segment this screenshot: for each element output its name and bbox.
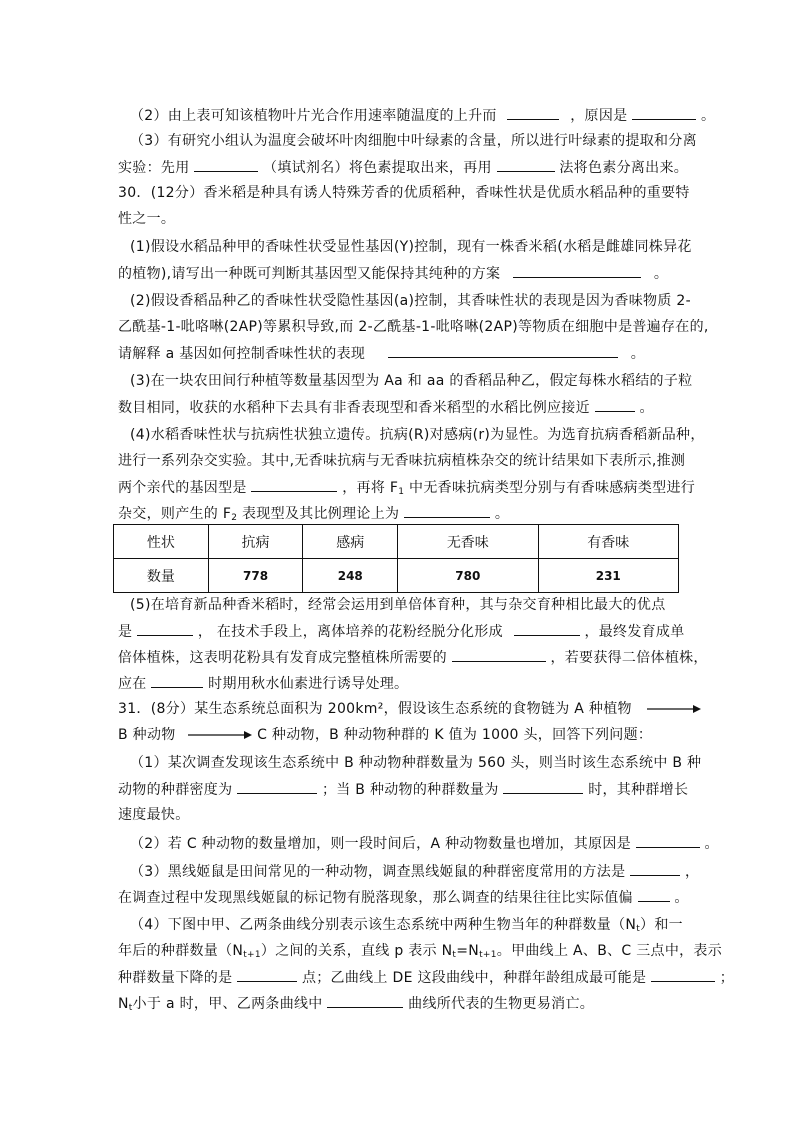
text: (5)在培育新品种香米稻时，经常会运用到单倍体育种，其与杂交育种相比最大的优点	[130, 597, 666, 613]
answer-blank[interactable]	[636, 833, 700, 848]
text: B 种动物	[118, 727, 176, 743]
subscript: t	[128, 1003, 133, 1013]
q30-part2-line3	[118, 343, 645, 364]
trait-count-table	[113, 524, 679, 593]
text: (1)假设水稻品种甲的香味性状受显性基因(Y)控制，现有一株香米稻(水稻是雌雄同株异花	[130, 239, 692, 255]
text: 进行一系列杂交实验。其中,无香味抗病与无香味抗病植株杂交的统计结果如下表所示,推测	[118, 453, 686, 469]
text: 倍体植株，这表明花粉具有发育成完整植株所需要的	[118, 650, 447, 666]
text: ，若要获得二倍体植株，	[550, 650, 708, 666]
q30-title-line2	[118, 209, 175, 229]
text: 点；乙曲线上 DE 这段曲线中，种群年龄组成最可能是	[301, 970, 647, 986]
answer-blank[interactable]	[404, 503, 490, 518]
subscript: t	[636, 924, 641, 934]
answer-blank[interactable]	[151, 673, 203, 688]
answer-blank[interactable]	[503, 779, 583, 794]
table-cell: 248	[303, 559, 398, 593]
text: 请解释 a 基因如何控制香味性状的表现	[118, 346, 366, 362]
text: 。	[700, 108, 716, 124]
q30-part1-line2	[118, 263, 668, 284]
q29-part3-line2	[118, 157, 688, 178]
text: 杂交，则产生的 F	[118, 506, 232, 522]
table-header-row	[114, 525, 679, 559]
q29-part2	[130, 105, 715, 126]
q30-part3-line1	[130, 371, 692, 391]
text: 年后的种群数量（N	[118, 943, 244, 959]
q31-part4-line4	[118, 993, 594, 1018]
q31-title-line2	[118, 725, 652, 745]
text: 数目相同，收获的水稻种下去具有非香表现型和香米稻型的水稻比例应接近	[118, 400, 590, 416]
food-chain-arrow	[645, 703, 701, 715]
text: 30．(12分）香米稻是种具有诱人特殊芳香的优质稻种，香味性状是优质水稻品种的重要特	[118, 185, 690, 201]
text: 。	[674, 890, 689, 906]
answer-blank[interactable]	[251, 477, 337, 492]
text: 法将色素分离出来。	[559, 160, 689, 176]
text: (4)水稻香味性状与抗病性状独立遗传。抗病(R)对感病(r)为显性。为选育抗病香稻新品种，	[130, 427, 705, 443]
text: 时期用秋水仙素进行诱导处理。	[208, 676, 409, 692]
text: （3）有研究小组认为温度会破坏叶肉细胞中叶绿素的含量，所以进行叶绿素的提取和分离	[130, 133, 697, 149]
table-cell: 780	[398, 559, 538, 593]
text: （1）某次调查发现该生态系统中 B 种动物种群数量为 560 头，则当时该生态系统中 B 种	[130, 755, 702, 771]
text: 性之一。	[118, 211, 176, 227]
table-header-cell: 感病	[303, 525, 398, 559]
text: （3）黑线姬鼠是田间常见的一种动物，调查黑线姬鼠的种群密度常用的方法是	[130, 864, 626, 880]
text: （2）若 C 种动物的数量增加，则一段时间后，A 种动物数量也增加，其原因是	[130, 836, 632, 852]
text: 两个亲代的基因型是	[118, 480, 247, 496]
answer-blank[interactable]	[514, 621, 580, 636]
q31-part4-line3	[118, 967, 734, 988]
text: =N	[456, 943, 480, 959]
table-header-cell: 性状	[114, 525, 209, 559]
subscript: t+1	[479, 950, 497, 960]
text: 速度最快。	[118, 807, 190, 823]
text: 表现型及其比例理论上为	[242, 506, 400, 522]
answer-blank[interactable]	[630, 861, 680, 876]
text: 。甲曲线上 A、B、C 三点中，表示	[496, 943, 723, 959]
text: ；当 B 种动物的种群数量为	[321, 782, 499, 798]
text: ）之间的关系，直线 p 表示 N	[260, 943, 453, 959]
answer-blank[interactable]	[513, 263, 641, 278]
answer-blank[interactable]	[237, 779, 317, 794]
table-header-cell: 抗病	[208, 525, 303, 559]
q30-part4-line2	[118, 451, 685, 471]
text: C 种动物，B 种动物种群的 K 值为 1000 头，回答下列问题：	[257, 727, 653, 743]
q30-part3-line2	[118, 397, 654, 418]
q30-part5-line3	[118, 647, 708, 668]
food-chain-arrow	[186, 729, 252, 741]
q30-part2-line1	[130, 291, 691, 311]
answer-blank[interactable]	[327, 993, 403, 1008]
table-cell: 778	[208, 559, 303, 593]
text: ）和一	[640, 917, 683, 933]
text: 。	[704, 836, 719, 852]
table-cell: 231	[538, 559, 678, 593]
text: 。	[653, 266, 669, 282]
q31-part1-line1	[130, 753, 701, 773]
text: 中无香味抗病类型分别与有香味感病类型进行	[409, 480, 696, 496]
text: 应在	[118, 676, 147, 692]
text: 实验：先用	[118, 160, 190, 176]
q30-part5-line1	[130, 595, 666, 615]
q31-part1-line2	[118, 779, 688, 800]
table-header-cell: 无香味	[398, 525, 538, 559]
q30-part2-line2	[118, 317, 709, 337]
q31-part2	[130, 833, 719, 854]
q30-part1-line1	[130, 237, 692, 257]
text: 。	[494, 506, 510, 522]
text: (3)在一块农田间行种植等数量基因型为 Aa 和 aa 的香稻品种乙，假定每株水稻结的子粒	[130, 373, 693, 389]
answer-blank[interactable]	[507, 105, 559, 120]
text: ；	[719, 970, 735, 986]
text: 乙酰基-1-吡咯啉(2AP)等累积导致,而 2-乙酰基-1-吡咯啉(2AP)等物质在细胞中是普遍存在的,	[118, 319, 709, 335]
answer-blank[interactable]	[595, 397, 635, 412]
text: 时，其种群增长	[588, 782, 689, 798]
text: 的植物),请写出一种既可判断其基因型又能保持其纯种的方案	[118, 266, 501, 282]
text: N	[118, 996, 129, 1012]
text: ，最终发育成单	[584, 624, 685, 640]
text: 。	[639, 400, 654, 416]
answer-blank[interactable]	[237, 967, 297, 982]
text: ，原因是	[570, 108, 628, 124]
text: ， 在技术手段上，离体培养的花粉经脱分化形成	[197, 624, 503, 640]
text: （填试剂名）将色素提取出来，再用	[263, 160, 492, 176]
text: 31．(8分）某生态系统总面积为 200km²，假设该生态系统的食物链为 A 种植物	[118, 701, 632, 717]
q30-part5-line4	[118, 673, 408, 694]
answer-blank[interactable]	[632, 105, 696, 120]
q31-part3-line1	[130, 861, 699, 882]
q31-part1-line3	[118, 805, 190, 825]
q31-title-line1	[118, 699, 701, 719]
q31-part4-line2	[118, 941, 722, 965]
table-header-cell: 有香味	[538, 525, 678, 559]
answer-blank[interactable]	[651, 967, 715, 982]
q31-part4-line1	[130, 915, 683, 939]
answer-blank[interactable]	[497, 157, 555, 172]
table-cell: 数量	[114, 559, 209, 593]
answer-blank[interactable]	[194, 157, 258, 172]
text: ，	[684, 864, 700, 880]
q31-part3-line2	[118, 887, 689, 908]
answer-blank[interactable]	[388, 343, 618, 358]
text: 小于 a 时，甲、乙两条曲线中	[132, 996, 323, 1012]
subscript: t	[452, 950, 457, 960]
subscript: 2	[231, 513, 238, 523]
answer-blank[interactable]	[137, 621, 193, 636]
text: ，再将 F	[342, 480, 399, 496]
subscript: t+1	[243, 950, 261, 960]
text: 曲线所代表的生物更易消亡。	[408, 996, 595, 1012]
answer-blank[interactable]	[452, 647, 546, 662]
text: （2）由上表可知该植物叶片光合作用速率随温度的上升而	[130, 108, 497, 124]
answer-blank[interactable]	[638, 887, 670, 902]
q29-part3-line1	[130, 131, 697, 151]
text: (2)假设香稻品种乙的香味性状受隐性基因(a)控制，其香味性状的表现是因为香味物质 2-	[130, 293, 691, 309]
q30-title-line1	[118, 183, 690, 203]
table-row	[114, 559, 679, 593]
q30-part4-line3	[118, 477, 695, 502]
text: 动物的种群密度为	[118, 782, 233, 798]
q30-part5-line2	[118, 621, 685, 642]
text: 。	[630, 346, 646, 362]
text: 在调查过程中发现黑线姬鼠的标记物有脱落现象，那么调查的结果往往比实际值偏	[118, 890, 633, 906]
text: 是	[118, 624, 133, 640]
subscript: 1	[398, 487, 405, 497]
q30-part4-line1	[130, 425, 705, 445]
text: （4）下图中甲、乙两条曲线分别表示该生态系统中两种生物当年的种群数量（N	[130, 917, 637, 933]
text: 种群数量下降的是	[118, 970, 233, 986]
